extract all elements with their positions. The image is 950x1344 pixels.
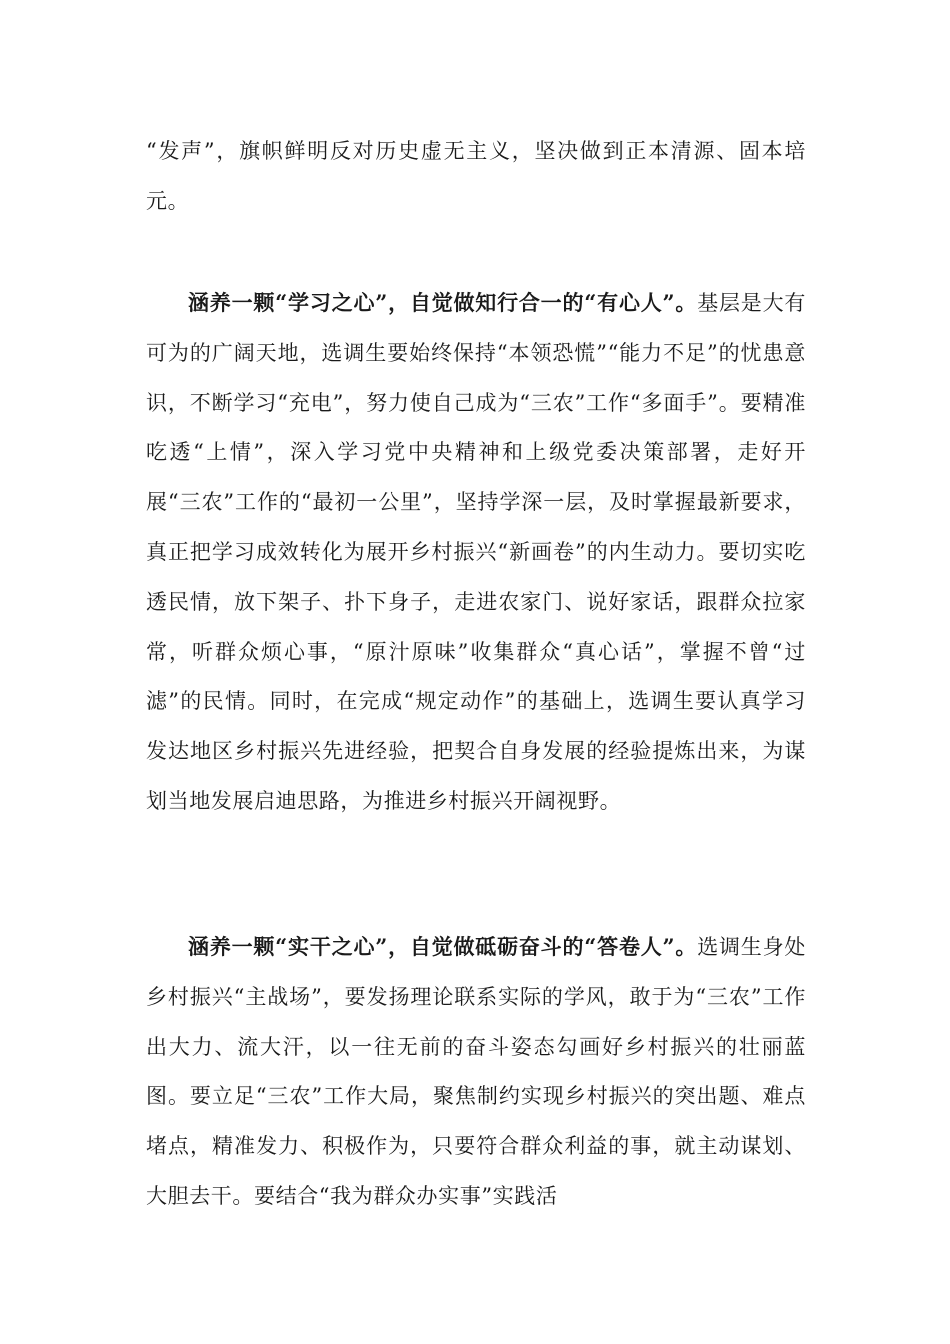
paragraph-body: 基层是大有可为的广阔天地，选调生要始终保持“本领恐慌”“能力不足”的忧患意识，不断学习“充电”，努力使自己成为“三农”工作“多面手”。要精准吃透“上情”，深入学习党中央精神和上级党委决策部署，走好开展“三农”工作的“最初一公里”，坚持学深一层，及时掌握最新要求，真正把学习成效转化为展开乡村振兴“新画卷”的内生动力。要切实吃透民情，放下架子、扑下身子，走进农家门、说好家话，跟群众拉家常，听群众烦心事，“原汁原味”收集群众“真心话”，掌握不曾“过滤”的民情。同时，在完成“规定动作”的基础上，选调生要认真学习发达地区乡村振兴先进经验，把契合自身发展的经验提炼出来，为谋划当地发展启迪思路，为推进乡村振兴开阔视野。	[146, 291, 807, 813]
paragraph-lead-heading: 涵养一颗“学习之心”，自觉做知行合一的“有心人”。	[188, 290, 698, 315]
paragraph-continuation	[146, 127, 806, 227]
paragraph-body: 选调生身处乡村振兴“主战场”，要发扬理论联系实际的学风，敢于为“三农”工作出大力、流大汗，以一往无前的奋斗姿态勾画好乡村振兴的壮丽蓝图。要立足“三农”工作大局，聚焦制约实现乡村振兴的突出题、难点堵点，精准发力、积极作为，只要符合群众利益的事，就主动谋划、大胆去干。要结合“我为群众办实事”实践活	[146, 935, 807, 1208]
paragraph-body: “发声”，旗帜鲜明反对历史虚无主义，坚决做到正本清源、固本培元。	[146, 139, 806, 213]
paragraph-practical-heart	[146, 922, 806, 1222]
paragraph-lead-heading: 涵养一颗“实干之心”，自觉做砥砺奋斗的“答卷人”。	[188, 934, 698, 959]
paragraph-study-heart	[146, 278, 806, 827]
